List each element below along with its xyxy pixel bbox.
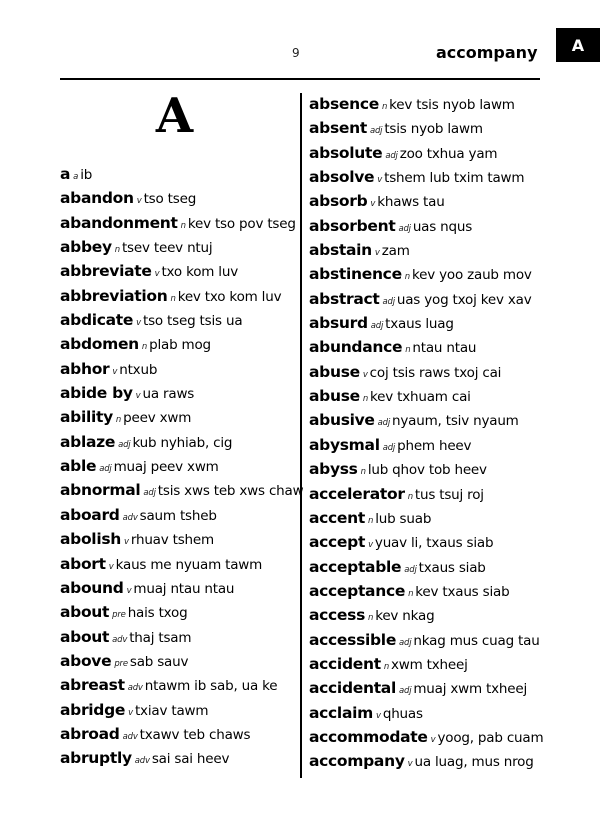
dictionary-entry xyxy=(60,527,298,551)
headword: accompany xyxy=(309,752,405,771)
dictionary-entry xyxy=(60,478,304,502)
part-of-speech: pre xyxy=(112,610,126,621)
part-of-speech: n xyxy=(405,345,411,356)
dictionary-entry xyxy=(60,454,298,478)
dictionary-entry xyxy=(60,503,298,527)
definition: kev txhuam cai xyxy=(370,389,471,406)
part-of-speech: adv xyxy=(122,731,138,742)
dictionary-entry xyxy=(309,603,549,627)
definition: kev nkag xyxy=(375,608,435,625)
part-of-speech: n xyxy=(114,245,120,256)
thumb-index-tab[interactable]: A xyxy=(556,28,600,62)
headword: accelerator xyxy=(309,484,405,503)
dictionary-entry xyxy=(309,701,549,725)
headword: abroad xyxy=(60,724,120,743)
headword: about xyxy=(60,627,110,646)
definition: kaus me nyuam tawm xyxy=(115,556,263,573)
headword: abolish xyxy=(60,530,121,549)
headword: abort xyxy=(60,554,106,573)
part-of-speech: n xyxy=(381,102,388,112)
definition: zam xyxy=(381,243,410,260)
part-of-speech: n xyxy=(170,293,176,304)
headword: abound xyxy=(60,578,124,597)
headword: accident xyxy=(309,654,381,673)
part-of-speech: adj xyxy=(143,488,156,499)
part-of-speech: v xyxy=(108,561,114,572)
part-of-speech: v xyxy=(128,707,133,718)
dictionary-entry xyxy=(60,722,298,746)
definition: txo kom luv xyxy=(161,264,239,281)
headword: abstract xyxy=(309,289,380,308)
part-of-speech: adj xyxy=(382,296,395,307)
definition: xwm txheej xyxy=(391,656,468,673)
dictionary-entry xyxy=(309,676,549,700)
headword: acceptable xyxy=(309,557,402,576)
headword: abdomen xyxy=(60,335,139,354)
definition: ntawm ib sab, ua ke xyxy=(144,678,278,695)
part-of-speech: n xyxy=(408,588,414,599)
dictionary-entry xyxy=(309,189,549,213)
header-rule xyxy=(60,78,540,80)
definition: yuav li, txaus siab xyxy=(374,535,494,552)
dictionary-entry xyxy=(309,214,549,238)
headword: absolute xyxy=(309,143,383,162)
part-of-speech: adj xyxy=(404,564,417,575)
definition: muaj ntau ntau xyxy=(133,580,235,597)
part-of-speech: v xyxy=(136,318,141,329)
headword: absorb xyxy=(309,192,368,211)
headword: abhor xyxy=(60,359,110,378)
headword: absolve xyxy=(309,168,375,187)
dictionary-entry xyxy=(309,141,549,165)
dictionary-entry xyxy=(60,552,298,576)
headword: abstinence xyxy=(309,265,402,284)
dictionary-entry xyxy=(60,357,298,381)
headword: acceptance xyxy=(309,581,406,600)
headword: ablaze xyxy=(60,432,116,451)
dictionary-entry xyxy=(60,405,298,429)
dictionary-entry xyxy=(309,165,549,189)
part-of-speech: v xyxy=(374,248,380,259)
dictionary-entry xyxy=(60,332,298,356)
dictionary-entry xyxy=(60,625,298,649)
part-of-speech: v xyxy=(112,366,118,377)
definition: tsis xws teb xws chaw xyxy=(157,483,304,500)
part-of-speech: a xyxy=(73,172,79,182)
part-of-speech: adv xyxy=(122,512,138,523)
definition: lub suab xyxy=(375,510,432,527)
dictionary-entry xyxy=(60,698,298,722)
definition: tsis nyob lawm xyxy=(384,121,483,138)
headword: abuse xyxy=(309,387,360,406)
dictionary-entry xyxy=(309,238,549,262)
dictionary-entry xyxy=(309,652,549,676)
definition: kev tso pov tseg xyxy=(187,215,296,232)
dictionary-entry xyxy=(309,433,549,457)
definition: phem heev xyxy=(397,437,472,454)
definition: sab sauv xyxy=(129,653,189,670)
dictionary-entry xyxy=(309,749,549,773)
part-of-speech: v xyxy=(136,196,142,207)
headword: abuse xyxy=(309,362,360,381)
definition: lub qhov tob heev xyxy=(367,462,487,479)
dictionary-entry xyxy=(60,673,298,697)
dictionary-entry xyxy=(60,746,298,770)
headword: accent xyxy=(309,508,365,527)
headword: a xyxy=(60,165,71,183)
dictionary-entry xyxy=(60,235,298,259)
part-of-speech: adv xyxy=(112,634,128,645)
dictionary-entry xyxy=(309,725,549,749)
dictionary-entry xyxy=(309,530,549,554)
headword: about xyxy=(60,603,110,622)
dictionary-entry xyxy=(309,287,549,311)
definition: tshem lub txim tawm xyxy=(384,170,525,187)
definition: plab mog xyxy=(149,337,211,354)
dictionary-entry xyxy=(309,506,549,530)
page-number: 9 xyxy=(292,46,300,60)
headword: accidental xyxy=(309,679,396,698)
headword: abyss xyxy=(309,460,358,479)
definition: uas nqus xyxy=(412,218,473,235)
definition: khaws tau xyxy=(377,194,445,211)
dictionary-entry xyxy=(309,92,549,116)
headword: abbey xyxy=(60,238,112,257)
dictionary-entry xyxy=(60,186,298,210)
part-of-speech: adj xyxy=(399,637,412,648)
headword: abridge xyxy=(60,700,126,719)
headword: abnormal xyxy=(60,481,141,500)
part-of-speech: pre xyxy=(114,658,128,669)
definition: ib xyxy=(80,167,93,183)
definition: muaj xwm txheej xyxy=(413,681,528,698)
dictionary-entry xyxy=(60,284,298,308)
definition: muaj peev xwm xyxy=(113,459,219,476)
headword: aboard xyxy=(60,505,120,524)
part-of-speech: n xyxy=(360,467,366,478)
part-of-speech: n xyxy=(407,491,413,502)
part-of-speech: n xyxy=(180,220,186,231)
part-of-speech: adj xyxy=(398,223,411,234)
headword: abide by xyxy=(60,384,133,403)
definition: txawv teb chaws xyxy=(139,726,251,743)
part-of-speech: v xyxy=(368,540,373,551)
headword: abbreviation xyxy=(60,286,168,305)
dictionary-entry xyxy=(309,384,549,408)
dictionary-entry xyxy=(309,579,549,603)
headword: ability xyxy=(60,408,113,427)
letter-heading: A xyxy=(155,88,193,144)
headword: accommodate xyxy=(309,727,428,746)
part-of-speech: adj xyxy=(99,464,112,475)
headword: abruptly xyxy=(60,749,132,768)
dictionary-entry xyxy=(60,600,298,624)
part-of-speech: adv xyxy=(127,683,143,694)
headword: abdicate xyxy=(60,311,134,330)
headword: access xyxy=(309,606,365,625)
definition: txaus luag xyxy=(385,316,454,333)
definition: qhuas xyxy=(382,705,423,722)
definition: hais txog xyxy=(127,605,188,622)
dictionary-entry xyxy=(309,311,549,335)
part-of-speech: v xyxy=(135,391,141,402)
definition: thaj tsam xyxy=(129,629,192,646)
part-of-speech: adj xyxy=(118,439,131,450)
definition: tso tseg xyxy=(143,191,197,208)
definition: kev txo kom luv xyxy=(177,288,282,305)
headword: absurd xyxy=(309,314,368,333)
part-of-speech: v xyxy=(124,537,129,548)
definition: yoog, pab cuam xyxy=(437,729,544,746)
part-of-speech: adj xyxy=(369,126,383,137)
headword: above xyxy=(60,651,112,670)
dictionary-entry xyxy=(309,457,549,481)
dictionary-entry xyxy=(60,162,298,186)
column-divider xyxy=(300,93,302,778)
left-column xyxy=(60,162,304,771)
definition: ntau ntau xyxy=(412,340,477,357)
part-of-speech: adj xyxy=(377,418,391,429)
definition: rhuav tshem xyxy=(130,532,214,549)
definition: uas yog txoj kev xav xyxy=(396,291,532,308)
headword: accept xyxy=(309,533,366,552)
definition: nyaum, tsiv nyaum xyxy=(392,413,519,430)
headword: abreast xyxy=(60,676,125,695)
dictionary-entry xyxy=(309,482,549,506)
part-of-speech: adj xyxy=(398,686,412,697)
part-of-speech: v xyxy=(370,199,376,210)
definition: zoo txhua yam xyxy=(399,145,498,162)
definition: kub nyhiab, cig xyxy=(132,434,233,451)
dictionary-entry xyxy=(309,335,549,359)
part-of-speech: n xyxy=(362,394,369,405)
definition: ntxub xyxy=(119,361,158,378)
part-of-speech: adj xyxy=(382,442,396,453)
definition: nkag mus cuag tau xyxy=(413,632,540,649)
definition: tso tseg tsis ua xyxy=(142,313,243,330)
dictionary-entry xyxy=(60,576,298,600)
definition: ua luag, mus nrog xyxy=(414,754,534,771)
definition: peev xwm xyxy=(123,410,192,427)
dictionary-entry xyxy=(309,628,549,652)
dictionary-entry xyxy=(309,262,549,286)
part-of-speech: adv xyxy=(134,756,150,767)
part-of-speech: n xyxy=(141,342,148,353)
dictionary-entry xyxy=(309,555,549,579)
headword: abbreviate xyxy=(60,262,152,281)
definition: sai sai heev xyxy=(151,751,230,768)
part-of-speech: v xyxy=(375,710,381,721)
part-of-speech: n xyxy=(383,661,389,672)
headword: abusive xyxy=(309,411,375,430)
definition: txaus siab xyxy=(418,559,486,576)
part-of-speech: n xyxy=(115,415,122,426)
headword: accessible xyxy=(309,630,397,649)
headword: abandon xyxy=(60,189,134,208)
definition: kev tsis nyob lawm xyxy=(389,97,515,113)
definition: kev txaus siab xyxy=(415,583,510,600)
headword: absent xyxy=(309,119,367,138)
part-of-speech: n xyxy=(368,613,374,624)
headword: acclaim xyxy=(309,703,373,722)
headword: abundance xyxy=(309,338,403,357)
headword: abandonment xyxy=(60,213,178,232)
headword: abstain xyxy=(309,241,372,260)
dictionary-entry xyxy=(60,211,298,235)
headword: abysmal xyxy=(309,435,380,454)
headword: able xyxy=(60,457,97,476)
dictionary-entry xyxy=(60,430,298,454)
part-of-speech: adj xyxy=(370,321,384,332)
part-of-speech: v xyxy=(377,175,383,186)
definition: coj tsis raws txoj cai xyxy=(369,364,502,381)
definition: ua raws xyxy=(142,386,195,403)
guide-word: accompany xyxy=(436,43,538,62)
dictionary-entry xyxy=(60,259,298,283)
headword: absence xyxy=(309,95,379,113)
part-of-speech: v xyxy=(430,734,436,745)
definition: txiav tawm xyxy=(134,702,209,719)
definition: kev yoo zaub mov xyxy=(411,267,532,284)
part-of-speech: n xyxy=(404,272,410,283)
part-of-speech: v xyxy=(154,269,160,280)
definition: tsev teev ntuj xyxy=(121,240,213,257)
part-of-speech: v xyxy=(126,585,132,596)
part-of-speech: adj xyxy=(385,150,398,161)
dictionary-entry xyxy=(309,116,549,140)
definition: saum tsheb xyxy=(139,507,217,524)
headword: absorbent xyxy=(309,216,396,235)
right-column xyxy=(309,92,549,774)
dictionary-entry xyxy=(309,408,549,432)
dictionary-entry xyxy=(60,381,298,405)
dictionary-entry xyxy=(309,360,549,384)
part-of-speech: v xyxy=(362,369,368,380)
dictionary-entry xyxy=(60,649,298,673)
dictionary-entry xyxy=(60,308,298,332)
part-of-speech: v xyxy=(407,759,413,770)
part-of-speech: n xyxy=(368,515,374,526)
definition: tus tsuj roj xyxy=(414,486,484,503)
